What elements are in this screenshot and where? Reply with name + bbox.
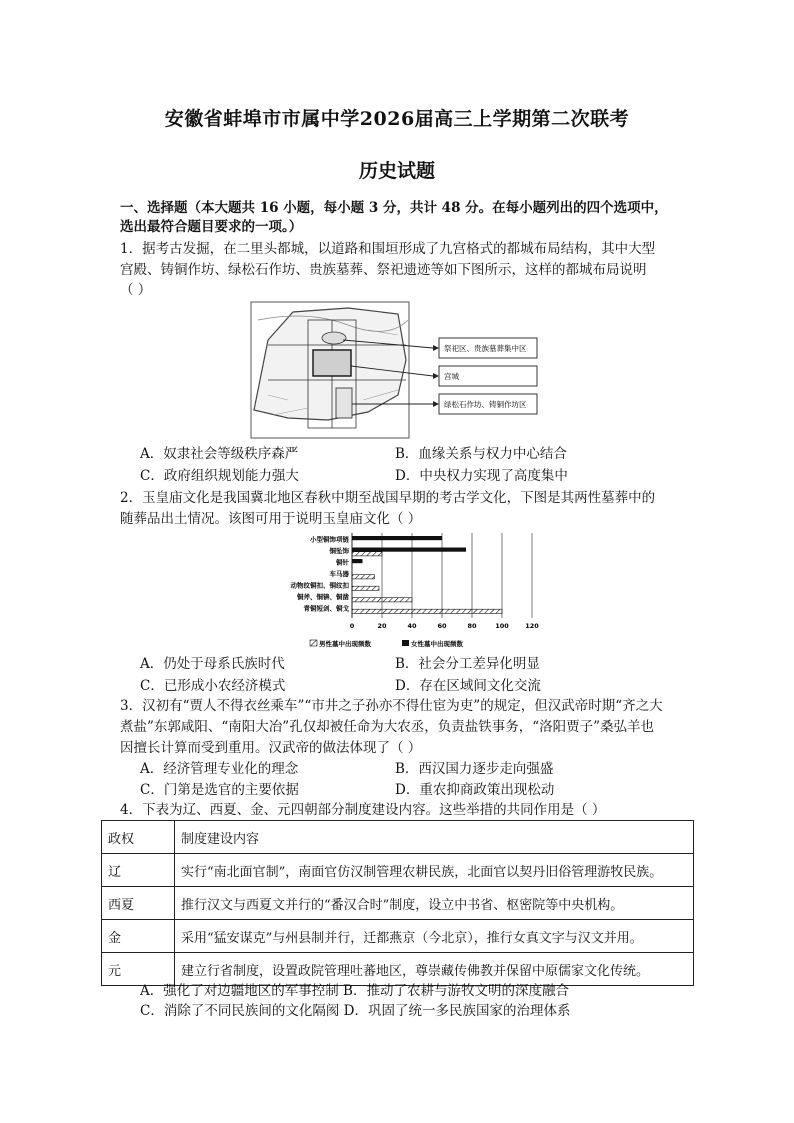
table-cell-content: 建立行省制度，设置政院管理吐蕃地区，尊崇藏传佛教并保留中原儒家文化传统。 xyxy=(175,953,694,986)
q4-options-ab: A．强化了对边疆地区的军事控制 B．推动了农耕与游牧文明的深度融合 xyxy=(140,983,569,999)
table-cell-content: 推行汉文与西夏文并行的“番汉合时”制度，设立中书省、枢密院等中央机构。 xyxy=(175,887,694,920)
q1-option-b: B．血缘关系与权力中心结合 xyxy=(395,446,567,462)
arrow-head-2 xyxy=(433,373,439,379)
q3-option-b: B．西汉国力逐步走向强盛 xyxy=(395,761,554,777)
table-row xyxy=(102,953,694,986)
x-tick-label: 80 xyxy=(467,622,477,630)
category-label: 动物纹铜扣、铜纹扣 xyxy=(290,581,349,590)
section-heading-line2: 选出最符合题目要求的一项。） xyxy=(120,219,303,235)
table-row xyxy=(102,854,694,887)
q2-option-c: C．已形成小农经济模式 xyxy=(140,678,286,694)
bar-male xyxy=(352,609,502,613)
legend-female-label: 女性墓中出现频数 xyxy=(411,640,463,648)
legend-male-swatch xyxy=(310,640,317,646)
q1-option-d: D．中央权力实现了高度集中 xyxy=(395,468,568,484)
exam-subtitle: 历史试题 xyxy=(358,160,435,182)
arrow-head-3 xyxy=(433,401,439,407)
workshop-area xyxy=(336,388,352,418)
map-label-workshop: 绿松石作坊、铸铜作坊区 xyxy=(444,400,527,409)
q2-option-d: D．存在区域间文化交流 xyxy=(395,678,541,694)
sacrificial-area xyxy=(322,332,346,344)
erlitou-map xyxy=(248,300,548,442)
bar-female xyxy=(352,536,442,540)
category-label: 铜坠饰 xyxy=(329,547,349,556)
legend-female-swatch xyxy=(402,640,409,646)
bar-male xyxy=(352,586,379,590)
table-header-cell: 政权 xyxy=(102,821,175,854)
bar-male xyxy=(352,575,375,579)
q1-stem-line1: 1．据考古发掘，在二里头都城，以道路和围垣形成了九宫格式的都城布局结构，其中大型 xyxy=(120,241,656,257)
q1-option-a: A．奴隶社会等级秩序森严 xyxy=(140,446,299,462)
q3-option-d: D．重农抑商政策出现松动 xyxy=(395,782,555,798)
q4-table xyxy=(101,820,694,986)
table-cell-content: 实行“南北面官制”，南面官仿汉制管理农耕民族，北面官以契丹旧俗管理游牧民族。 xyxy=(175,854,694,887)
bar-female xyxy=(352,548,466,552)
table-cell-content: 采用“猛安谋克”与州县制并行，迁都燕京（今北京），推行女真文字与汉文并用。 xyxy=(175,920,694,953)
q1-option-c: C．政府组织规划能力强大 xyxy=(140,468,299,484)
x-tick-label: 20 xyxy=(377,622,387,630)
category-label: 铜针 xyxy=(336,558,349,567)
x-tick-label: 60 xyxy=(437,622,447,630)
arrow-head-1 xyxy=(433,345,439,351)
q2-option-a: A．仍处于母系氏族时代 xyxy=(140,656,285,672)
category-label: 车马器 xyxy=(329,570,349,579)
q2-stem-line1: 2．玉皇庙文化是我国冀北地区春秋中期至战国早期的考古学文化，下图是其两性墓葬中的 xyxy=(120,490,656,506)
table-cell-regime: 辽 xyxy=(102,854,175,887)
map-label-sacrificial: 祭祀区、贵族墓葬集中区 xyxy=(444,344,527,353)
table-cell-regime: 西夏 xyxy=(102,887,175,920)
table-header-cell: 制度建设内容 xyxy=(175,821,694,854)
x-tick-label: 0 xyxy=(349,622,355,630)
x-tick-label: 40 xyxy=(407,622,417,630)
legend-male-label: 男性墓中出现频数 xyxy=(319,640,371,648)
q4-options-cd: C．消除了不同民族间的文化隔阂 D．巩固了统一多民族国家的治理体系 xyxy=(140,1003,571,1019)
table-row xyxy=(102,887,694,920)
bar-female xyxy=(352,559,363,563)
q1-stem-line2: 宫殿、铸铜作坊、绿松石作坊、贵族墓葬、祭祀遗迹等如下图所示，这样的都城布局说明 xyxy=(120,262,647,278)
category-label: 小型铜饰项链 xyxy=(310,535,349,544)
section-heading-line1: 一、选择题（本大题共 16 小题，每小题 3 分，共计 48 分。在每小题列出的四个选项中， xyxy=(120,200,668,216)
x-tick-label: 120 xyxy=(525,622,539,630)
category-label: 青铜短剑、铜戈 xyxy=(303,604,349,613)
q3-stem-line2: 煮盐”东郭咸阳、“南阳大冶”孔仅却被任命为大农丞，负责盐铁事务，“洛阳贾子”桑弘羊也 xyxy=(120,719,655,735)
q3-option-a: A．经济管理专业化的理念 xyxy=(140,761,299,777)
table-row xyxy=(102,920,694,953)
x-tick-label: 100 xyxy=(495,622,509,630)
map-label-palace: 宫城 xyxy=(444,372,459,381)
q3-stem-line1: 3．汉初有“贾人不得衣丝乘车”“市井之子孙亦不得仕宦为吏”的规定，但汉武帝时期“齐之大 xyxy=(120,698,663,714)
q2-stem-line2: 随葬品出土情况。该图可用于说明玉皇庙文化（ ） xyxy=(120,511,422,527)
q4-stem: 4．下表为辽、西夏、金、元四朝部分制度建设内容。这些举措的共同作用是（ ） xyxy=(120,802,606,818)
q3-option-c: C．门第是选官的主要依据 xyxy=(140,782,299,798)
bar-male xyxy=(352,552,382,556)
table-cell-regime: 金 xyxy=(102,920,175,953)
q3-stem-line3: 因擅长计算而受到重用。汉武帝的做法体现了（ ） xyxy=(120,740,422,756)
palace-area xyxy=(313,350,351,376)
table-header-row xyxy=(102,821,694,854)
q2-option-b: B．社会分工差异化明显 xyxy=(395,656,540,672)
bar-male xyxy=(352,598,412,602)
exam-title: 安徽省蚌埠市市属中学2026届高三上学期第二次联考 xyxy=(164,108,630,130)
burial-goods-chart xyxy=(262,530,542,652)
category-label: 铜斧、铜锛、铜凿 xyxy=(297,593,349,602)
table-cell-regime: 元 xyxy=(102,953,175,986)
q1-stem-line3: （ ） xyxy=(120,282,152,298)
